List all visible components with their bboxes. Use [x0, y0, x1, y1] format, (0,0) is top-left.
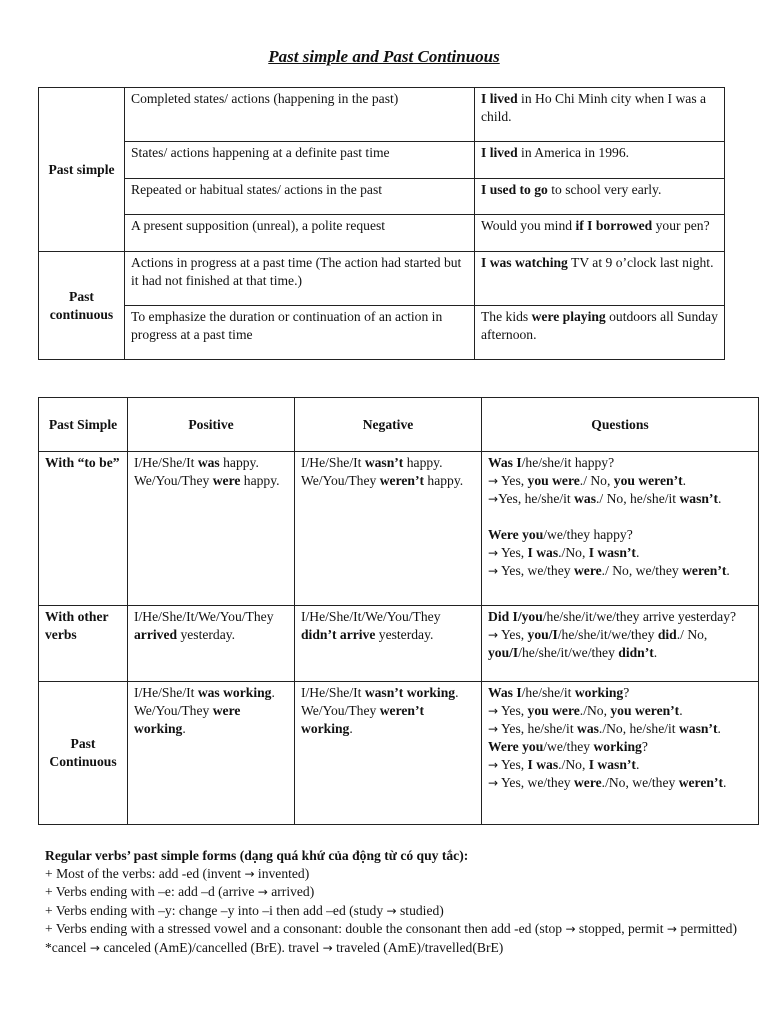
text-run: ?: [641, 739, 648, 754]
text-run: .: [579, 703, 584, 718]
row-label: Past Continuous: [39, 682, 128, 825]
positive-line: [134, 608, 288, 644]
text-run: I wasn’t: [588, 545, 636, 560]
usage-example: [475, 252, 725, 306]
questions-line: [488, 738, 752, 756]
negative-line: [301, 684, 475, 702]
form-row: [39, 606, 759, 682]
text-run: .: [679, 703, 683, 718]
text-run: were: [573, 775, 602, 790]
usage-table: [38, 87, 725, 360]
text-run: arrived): [267, 884, 315, 899]
text-run: .: [558, 757, 562, 772]
positive-line: [134, 702, 288, 738]
example-verb: I lived: [481, 145, 518, 160]
questions-line: [488, 472, 752, 490]
text-run: Were you: [488, 527, 544, 542]
text-run: .: [653, 645, 658, 660]
negative-cell: [295, 682, 482, 825]
positive-cell: [128, 452, 295, 606]
text-run: studied): [396, 902, 444, 918]
questions-line: [488, 544, 752, 562]
positive-line: [134, 472, 288, 490]
arrow-icon: →: [386, 903, 397, 918]
text-run: We/You/They: [134, 703, 213, 718]
text-run: + Verbs ending with –y: change –y into –i then add –ed (study: [45, 902, 387, 918]
text-run: were working: [134, 703, 241, 736]
header-questions: Questions: [482, 398, 759, 452]
text-run: wasn’t: [678, 721, 718, 736]
text-run: /we/they: [543, 739, 594, 754]
text-run: / No,: [583, 473, 614, 488]
text-run: Yes,: [498, 473, 528, 488]
arrow-icon: →: [488, 564, 499, 578]
questions-line: [488, 490, 752, 508]
example-text: outdoors all Sunday afternoon.: [481, 309, 718, 342]
text-run: Were you: [488, 739, 544, 754]
header-past-simple: Past Simple: [39, 398, 128, 452]
form-table: [38, 397, 759, 825]
text-run: Was I: [488, 685, 522, 700]
questions-line: [488, 684, 752, 702]
regular-verbs-notes: [45, 847, 745, 957]
text-run: Yes,: [498, 627, 528, 642]
text-run: /he/she/it happy?: [521, 455, 615, 470]
text-run: *cancel: [45, 939, 90, 955]
text-run: canceled (AmE)/cancelled (BrE). travel: [99, 939, 323, 955]
text-run: I was: [527, 545, 559, 560]
text-run: was: [197, 455, 220, 470]
text-run: + Verbs ending with –e: add –d (arrive: [45, 884, 258, 899]
example-verb: were playing: [531, 309, 606, 324]
usage-row: [39, 215, 725, 252]
text-run: We/You/They: [301, 473, 380, 488]
usage-example: [475, 179, 725, 215]
usage-description: A present supposition (unreal), a polite request: [125, 215, 475, 252]
text-run: weren’t: [682, 563, 727, 578]
arrow-icon: →: [488, 546, 499, 560]
questions-line: [488, 562, 752, 580]
text-run: you/I: [527, 627, 558, 642]
negative-cell: [295, 606, 482, 682]
text-run: yesterday.: [177, 627, 236, 642]
negative-line: [301, 472, 475, 490]
example-text: Would you mind: [481, 218, 576, 233]
text-run: .: [596, 491, 600, 506]
positive-cell: [128, 682, 295, 825]
example-verb: I was watching: [481, 255, 568, 270]
text-run: I was: [527, 757, 559, 772]
text-run: was: [577, 721, 599, 736]
questions-line: [488, 526, 752, 544]
questions-line: [488, 454, 752, 472]
text-run: Did I/you: [488, 609, 543, 624]
positive-cell: [128, 606, 295, 682]
questions-cell: [482, 606, 759, 682]
notes-line: [45, 920, 745, 939]
text-run: yesterday.: [375, 627, 434, 642]
text-run: I/He/She/It: [134, 455, 198, 470]
text-run: weren’t working: [301, 703, 425, 736]
example-verb: if I borrowed: [575, 218, 653, 233]
text-run: were: [212, 473, 241, 488]
example-verb: I lived: [481, 91, 518, 106]
text-run: Yes, he/she/it: [498, 491, 575, 506]
text-run: Was I: [488, 455, 522, 470]
text-run: happy.: [219, 455, 259, 470]
text-run: wasn’t: [679, 491, 718, 506]
text-run: you weren’t: [613, 473, 683, 488]
header-positive: Positive: [128, 398, 295, 452]
text-run: Yes, he/she/it: [498, 721, 577, 736]
text-run: I/He/She/It: [301, 455, 365, 470]
arrow-icon: →: [322, 940, 333, 955]
notes-line: [45, 883, 745, 902]
arrow-icon: →: [488, 492, 499, 506]
text-run: you weren’t: [610, 703, 680, 718]
usage-row: [39, 306, 725, 360]
text-run: /No,: [583, 703, 611, 718]
negative-cell: [295, 452, 482, 606]
arrow-icon: →: [488, 776, 499, 790]
text-run: .: [718, 491, 722, 506]
questions-line: [488, 508, 752, 526]
text-run: / No, we/they: [605, 563, 683, 578]
text-run: .: [455, 685, 459, 700]
arrow-icon: →: [257, 885, 268, 899]
text-run: .: [601, 775, 606, 790]
positive-line: [134, 454, 288, 472]
text-run: didn’t: [618, 645, 654, 660]
positive-line: [134, 684, 288, 702]
text-run: were: [573, 563, 602, 578]
arrow-icon: →: [89, 940, 100, 955]
text-run: Yes,: [498, 545, 528, 560]
negative-line: [301, 454, 475, 472]
usage-row: [39, 252, 725, 306]
text-run: .: [635, 545, 640, 560]
arrow-icon: →: [488, 758, 499, 772]
example-verb: I used to go: [481, 182, 548, 197]
arrow-icon: →: [488, 704, 499, 718]
text-run: was: [574, 491, 597, 506]
text-run: happy.: [424, 473, 464, 488]
usage-example: [475, 306, 725, 360]
text-run: .: [682, 473, 687, 488]
usage-example: [475, 215, 725, 252]
text-run: + Verbs ending with a stressed vowel and a consonant: double the consonant then add -ed (stop: [45, 921, 566, 936]
text-run: arrived: [134, 627, 178, 642]
text-run: working: [593, 739, 642, 754]
example-text: TV at 9 o’clock last night.: [567, 255, 714, 270]
text-run: .: [558, 545, 562, 560]
questions-line: [488, 720, 752, 738]
group-label: Past simple: [39, 88, 125, 252]
questions-line: [488, 608, 752, 626]
text-run: /he/she/it/we/they arrive yesterday?: [542, 609, 737, 624]
text-run: you were: [527, 703, 580, 718]
arrow-icon: →: [488, 628, 499, 642]
negative-line: [301, 608, 475, 644]
form-table-header-row: [39, 398, 759, 452]
arrow-icon: →: [666, 922, 677, 936]
text-run: stopped, permit: [575, 921, 667, 936]
questions-cell: [482, 452, 759, 606]
text-run: /he/she/it/we/they: [518, 645, 619, 660]
row-label: With “to be”: [39, 452, 128, 606]
questions-line: [488, 702, 752, 720]
text-run: did: [657, 627, 677, 642]
example-text: The kids: [481, 309, 532, 324]
text-run: invented): [254, 865, 310, 881]
usage-row: [39, 88, 725, 142]
text-run: .: [601, 563, 606, 578]
arrow-icon: →: [488, 722, 499, 736]
text-run: /he/she/it: [521, 685, 575, 700]
text-run: /he/she/it/we/they: [557, 627, 658, 642]
text-run: happy.: [403, 455, 443, 470]
example-text: to school very early.: [547, 182, 662, 197]
row-label: With other verbs: [39, 606, 128, 682]
text-run: /No, he/she/it: [602, 721, 679, 736]
notes-line: [45, 865, 745, 884]
text-run: happy.: [240, 473, 280, 488]
text-run: I/He/She/It/We/You/They: [301, 609, 441, 624]
text-run: + Most of the verbs: add -ed (invent: [45, 865, 245, 881]
text-run: I/He/She/It/We/You/They: [134, 609, 274, 624]
notes-heading: Regular verbs’ past simple forms (dạng quá khứ của động từ có quy tắc):: [45, 848, 469, 863]
usage-row: [39, 142, 725, 179]
text-run: weren’t: [379, 473, 425, 488]
example-text: in America in 1996.: [517, 145, 630, 160]
text-run: /we/they happy?: [543, 527, 633, 542]
text-run: .: [676, 627, 681, 642]
text-run: I wasn’t: [588, 757, 636, 772]
example-text: in Ho Chi Minh city when I was a child.: [481, 91, 707, 124]
text-run: .: [722, 775, 727, 790]
usage-example: [475, 142, 725, 179]
text-run: / No,: [680, 627, 708, 642]
text-run: was working: [197, 685, 272, 700]
form-row: [39, 682, 759, 825]
text-run: Yes, we/they: [498, 563, 574, 578]
usage-description: To emphasize the duration or continuation of an action in progress at a past time: [125, 306, 475, 360]
text-run: .: [717, 721, 721, 736]
text-run: We/You/They: [301, 703, 380, 718]
usage-description: Actions in progress at a past time (The action had started but it had not finished at that time.): [125, 252, 475, 306]
text-run: .: [726, 563, 730, 578]
text-run: Yes,: [498, 703, 528, 718]
text-run: traveled (AmE)/travelled(BrE): [332, 939, 504, 955]
text-run: didn’t arrive: [301, 627, 376, 642]
arrow-icon: →: [244, 866, 255, 881]
text-run: you were: [527, 473, 580, 488]
arrow-icon: →: [565, 922, 576, 936]
text-run: you/I: [488, 645, 519, 660]
usage-description: States/ actions happening at a definite past time: [125, 142, 475, 179]
text-run: permitted): [676, 921, 737, 936]
page-title: Past simple and Past Continuous: [268, 47, 500, 66]
header-negative: Negative: [295, 398, 482, 452]
text-run: We/You/They: [134, 473, 213, 488]
text-run: Yes, we/they: [498, 775, 574, 790]
text-run: .: [349, 721, 353, 736]
text-run: .: [579, 473, 584, 488]
notes-line: [45, 902, 745, 921]
text-run: working: [574, 685, 624, 700]
text-run: / No, he/she/it: [599, 491, 680, 506]
questions-line: [488, 756, 752, 774]
text-run: wasn’t: [364, 455, 404, 470]
text-run: I/He/She/It: [134, 685, 198, 700]
usage-description: Repeated or habitual states/ actions in the past: [125, 179, 475, 215]
text-run: I/He/She/It: [301, 685, 365, 700]
form-row: [39, 452, 759, 606]
negative-line: [301, 702, 475, 738]
text-run: Yes,: [498, 757, 528, 772]
text-run: .: [598, 721, 603, 736]
example-text: your pen?: [652, 218, 710, 233]
text-run: ?: [623, 685, 630, 700]
text-run: weren’t: [678, 775, 723, 790]
notes-line: [45, 939, 745, 958]
text-run: .: [182, 721, 186, 736]
text-run: .: [271, 685, 275, 700]
text-run: /No, we/they: [605, 775, 679, 790]
group-label: Past continuous: [39, 252, 125, 360]
text-run: wasn’t working: [364, 685, 456, 700]
usage-row: [39, 179, 725, 215]
text-run: /No,: [561, 545, 589, 560]
usage-example: [475, 88, 725, 142]
text-run: .: [635, 757, 640, 772]
text-run: /No,: [561, 757, 589, 772]
usage-description: Completed states/ actions (happening in the past): [125, 88, 475, 142]
questions-cell: [482, 682, 759, 825]
questions-line: [488, 774, 752, 792]
arrow-icon: →: [488, 474, 499, 488]
questions-line: [488, 626, 752, 662]
